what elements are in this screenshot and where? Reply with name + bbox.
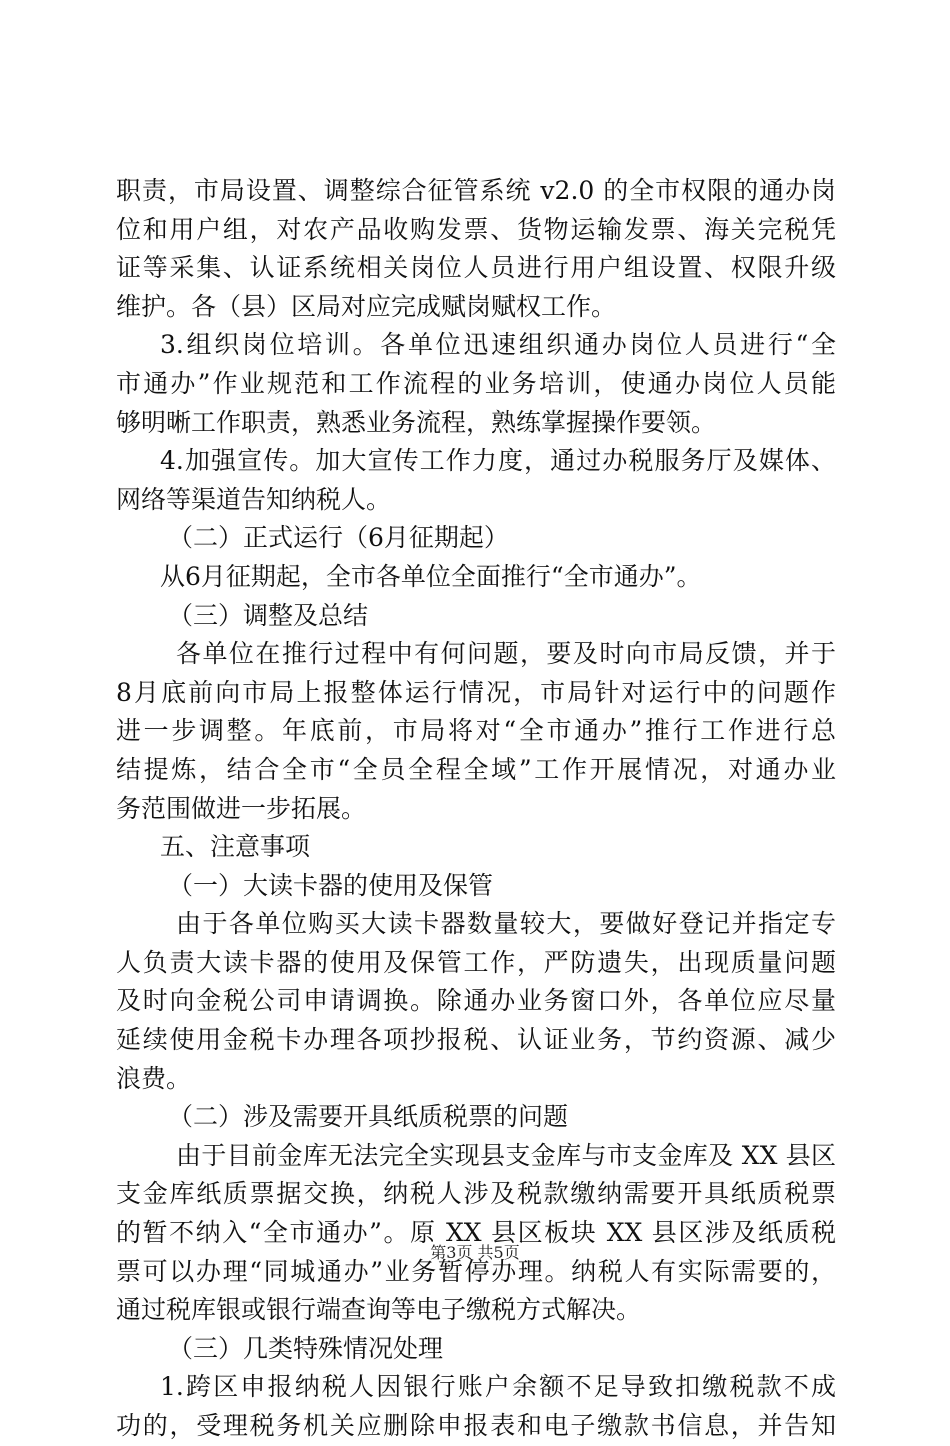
text-line: 网络等渠道告知纳税人。 [116,484,392,514]
text-line: 进一步调整。年底前，市局将对“全市通办”推行工作进行总 [116,716,836,746]
text-line: 通过税库银或银行端查询等电子缴税方式解决。 [116,1295,642,1325]
section-heading: （一）大读卡器的使用及保管 [168,870,494,900]
text-line: 职责，市局设置、调整综合征管系统 v2.0 的全市权限的通办岗 [116,176,836,205]
text-line: 支金库纸质票据交换，纳税人涉及税款缴纳需要开具纸质税票 [116,1179,836,1209]
text-line: 票可以办理“同城通办”业务暂停办理。纳税人有实际需要的， [116,1256,836,1286]
text-line: 浪费。 [116,1063,192,1093]
text-line: 由于目前金库无法完全实现县支金库与市支金库及 XX 县区 [176,1140,836,1170]
text-line: 功的，受理税务机关应删除申报表和电子缴款书信息，并告知 [116,1411,836,1440]
text-line: 延续使用金税卡办理各项抄报税、认证业务，节约资源、减少 [116,1025,836,1055]
text-line: 证等采集、认证系统相关岗位人员进行用户组设置、权限升级 [116,253,836,283]
text-line: 结提炼，结合全市“全员全程全域”工作开展情况，对通办业 [116,754,836,784]
text-line: 从6月征期起，全市各单位全面推行“全市通办”。 [160,561,702,591]
text-line: 够明晰工作职责，熟悉业务流程，熟练掌握操作要领。 [116,407,717,437]
page-indicator: 第3页 共5页 [430,1243,520,1262]
text-line: 由于各单位购买大读卡器数量较大，要做好登记并指定专 [176,909,836,939]
section-heading: 五、注意事项 [160,832,311,862]
text-line: 人负责大读卡器的使用及保管工作，严防遗失，出现质量问题 [116,947,836,977]
text-line: 及时向金税公司申请调换。除通办业务窗口外，各单位应尽量 [116,986,836,1016]
text-line: 各单位在推行过程中有何问题，要及时向市局反馈，并于 [176,639,836,669]
text-line: 4.加强宣传。加大宣传工作力度，通过办税服务厅及媒体、 [160,446,836,476]
text-line: 维护。各（县）区局对应完成赋岗赋权工作。 [116,291,617,321]
section-heading: （二）涉及需要开具纸质税票的问题 [168,1102,569,1132]
section-heading: （三）调整及总结 [168,600,369,630]
text-line: 8月底前向市局上报整体运行情况，市局针对运行中的问题作 [116,677,836,707]
text-line: 3.组织岗位培训。各单位迅速组织通办岗位人员进行“全 [160,330,836,360]
text-line: 务范围做进一步拓展。 [116,793,367,823]
text-line: 的暂不纳入“全市通办”。原 XX 县区板块 XX 县区涉及纸质税 [116,1218,836,1248]
section-heading: （二）正式运行（6月征期起） [168,523,509,553]
text-line: 1.跨区申报纳税人因银行账户余额不足导致扣缴税款不成 [160,1372,836,1402]
text-line: 位和用户组，对农产品收购发票、货物运输发票、海关完税凭 [116,214,836,244]
section-heading: （三）几类特殊情况处理 [168,1333,444,1363]
text-line: 市通办”作业规范和工作流程的业务培训，使通办岗位人员能 [116,368,836,398]
